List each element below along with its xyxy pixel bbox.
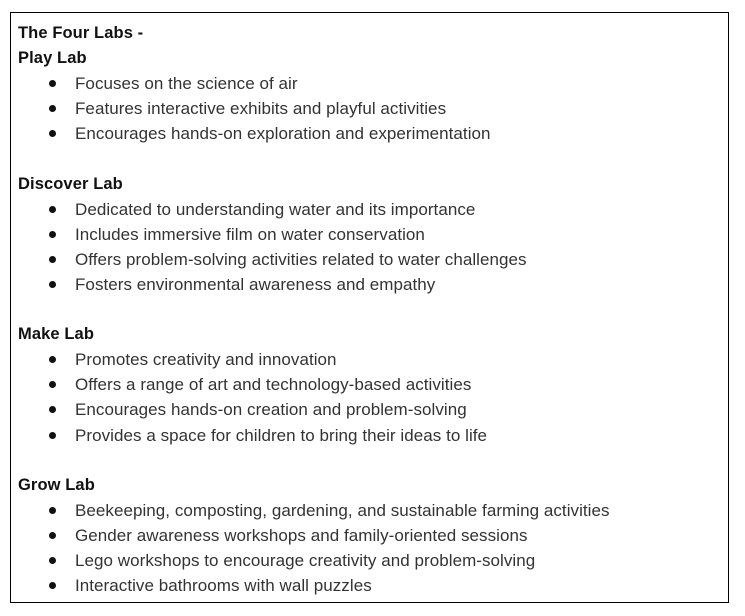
list-item [18,197,728,222]
list-item [18,372,728,397]
list-item-text: Features interactive exhibits and playful activities [75,99,447,119]
bullet-dot-icon [49,557,56,564]
bullet-dot-icon [49,582,56,589]
list-item [18,498,728,523]
list-item-text: Beekeeping, composting, gardening, and sustainable farming activities [75,500,610,520]
list-item [18,222,728,247]
bullet-dot-icon [49,206,56,213]
bullet-dot-icon [49,281,56,288]
bullet-list [18,498,728,598]
spacer [18,448,728,473]
list-item-text: Gender awareness workshops and family-oriented sessions [75,525,528,545]
list-item [18,573,728,598]
bullet-dot-icon [49,532,56,539]
list-item-text: Encourages hands-on exploration and experimentation [75,124,491,144]
section-grow-lab [18,473,728,598]
bullet-dot-icon [49,356,56,363]
list-item-text: Promotes creativity and innovation [75,350,337,370]
bullet-dot-icon [49,256,56,263]
section-heading: Play Lab [18,49,87,68]
list-item-text: Encourages hands-on creation and problem-solving [75,400,467,420]
list-item [18,347,728,372]
section-heading: Discover Lab [18,174,123,193]
list-item-text: Offers a range of art and technology-based activities [75,375,472,395]
list-item-text: Focuses on the science of air [75,74,298,94]
bullet-dot-icon [49,80,56,87]
list-item-text: Lego workshops to encourage creativity and problem-solving [75,550,536,570]
bullet-dot-icon [49,105,56,112]
bullet-dot-icon [49,507,56,514]
document-content [18,21,728,598]
list-item-text: Includes immersive film on water conservation [75,224,425,244]
section-make-lab [18,322,728,447]
list-item [18,548,728,573]
list-item [18,272,728,297]
section-heading: Make Lab [18,325,94,344]
list-item-text: Interactive bathrooms with wall puzzles [75,576,372,596]
section-discover-lab [18,172,728,297]
list-item-text: Fosters environmental awareness and empathy [75,274,436,294]
section-play-lab [18,46,728,146]
list-item [18,397,728,422]
list-item [18,523,728,548]
list-item [18,96,728,121]
list-item-text: Provides a space for children to bring their ideas to life [75,425,488,445]
bullet-list [18,347,728,447]
bullet-dot-icon [49,381,56,388]
list-item [18,247,728,272]
list-item-text: Offers problem-solving activities related to water challenges [75,249,527,269]
document-frame [10,12,729,603]
bullet-dot-icon [49,432,56,439]
spacer [18,146,728,171]
list-item [18,121,728,146]
bullet-dot-icon [49,231,56,238]
list-item [18,423,728,448]
document-title: The Four Labs - [18,24,144,42]
section-heading: Grow Lab [18,475,95,494]
bullet-list [18,71,728,146]
list-item [18,71,728,96]
bullet-list [18,197,728,297]
bullet-dot-icon [49,130,56,137]
spacer [18,297,728,322]
bullet-dot-icon [49,406,56,413]
list-item-text: Dedicated to understanding water and its importance [75,199,476,219]
